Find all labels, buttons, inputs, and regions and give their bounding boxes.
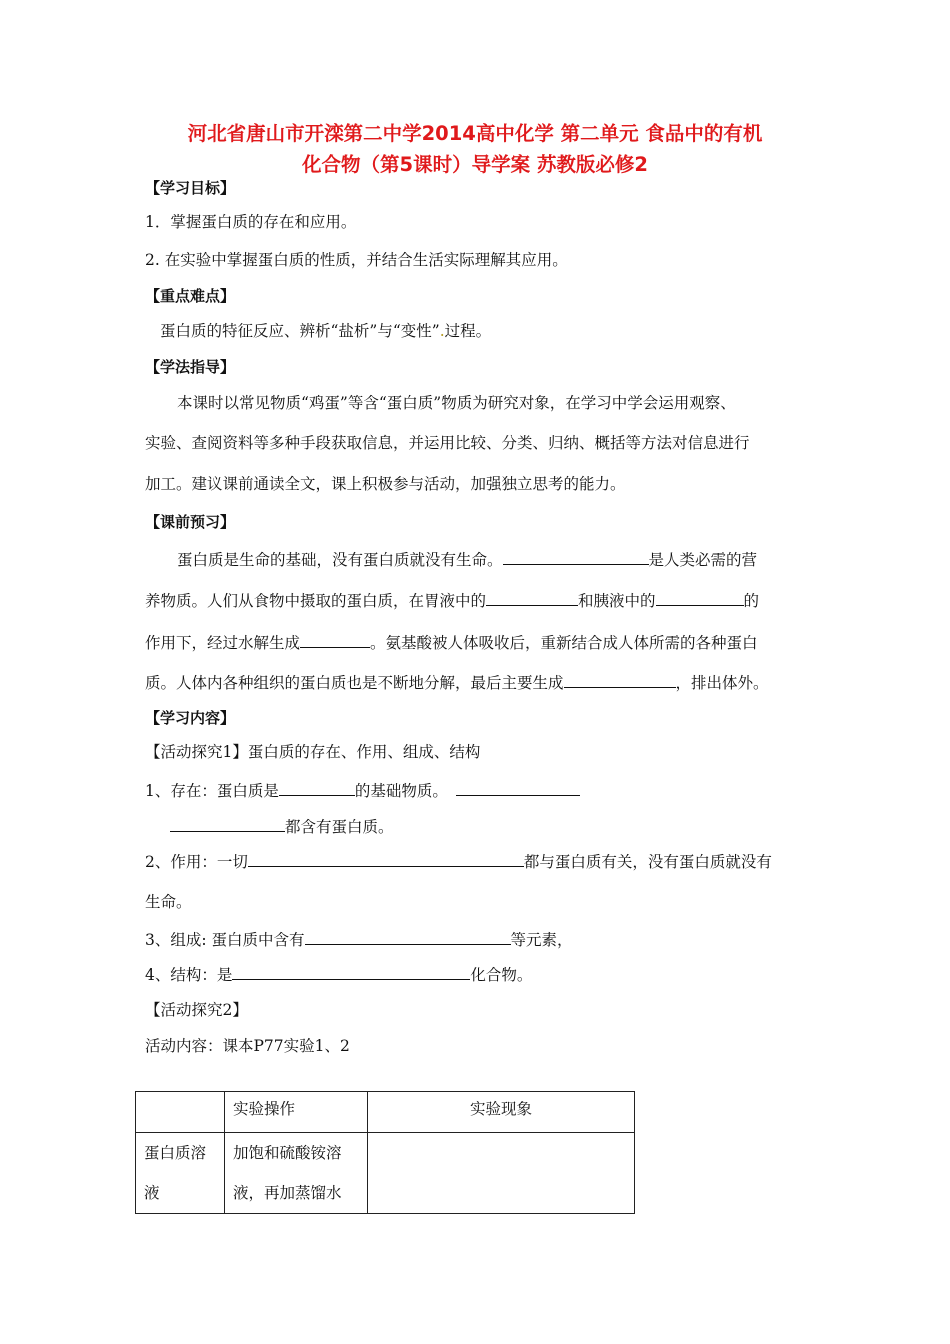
title-line-2: 化合物（第5课时）导学案 苏教版必修2 [302,153,648,176]
objective-2: 2. 在实验中掌握蛋白质的性质，并结合生活实际理解其应用。 [145,251,568,269]
comp-a: 3、组成: 蛋白质中含有 [145,931,305,949]
blank-existence-basis[interactable] [279,779,355,796]
table-row [136,1133,635,1214]
row1-phenomenon-cell[interactable] [368,1133,635,1214]
exist-a: 1、存在：蛋白质是 [145,782,279,800]
preview-2a: 养物质。人们从食物中摄取的蛋白质，在胃液中的 [145,592,487,610]
row1-operation [225,1133,368,1214]
activity-2-content: 活动内容：课本P77实验1、2 [145,1037,350,1055]
struct-a: 4、结构：是 [145,966,233,984]
preview-1b: 是人类必需的营 [648,551,758,569]
struct-b: 化合物。 [470,966,533,984]
blank-essential-nutrient[interactable] [503,548,649,565]
blank-role[interactable] [248,850,524,867]
blank-structure[interactable] [232,963,470,980]
role-line-2: 生命。 [145,893,192,911]
preview-heading: 【课前预习】 [145,513,236,531]
composition-line [145,928,573,951]
header-operation: 实验操作 [225,1092,368,1133]
preview-2c: 的 [743,592,760,610]
method-line-1: 本课时以常见物质“鸡蛋”等含“蛋白质”物质为研究对象，在学习中学会运用观察、 [177,394,736,412]
objective-1: 1．掌握蛋白质的存在和应用。 [145,213,357,231]
method-line-3: 加工。建议课前通读全文，课上积极参与活动，加强独立思考的能力。 [145,475,626,493]
preview-2b: 和胰液中的 [578,592,656,610]
document-title [120,118,830,180]
blank-existence-list-1[interactable] [456,779,580,796]
exist-b: 的基础物质。 [354,782,448,800]
blank-pancreatic-enzyme[interactable] [656,589,744,606]
blank-excretion-product[interactable] [564,671,676,688]
existence-line [145,779,580,802]
row1-sample [136,1133,225,1214]
comp-b: 等元素， [510,931,573,949]
blank-gastric-enzyme[interactable] [486,589,578,606]
row1-sample-a: 蛋白质溶 [144,1144,207,1162]
preview-3a: 作用下，经过水解生成 [145,634,301,652]
key-points-text [160,320,491,342]
method-line-2: 实验、查阅资料等多种手段获取信息，并运用比较、分类、归纳、概括等方法对信息进行 [145,434,750,452]
blank-hydrolysis-product[interactable] [300,631,370,648]
header-phenomenon: 实验现象 [368,1092,635,1133]
existence-line-2 [170,815,394,838]
preview-1a: 蛋白质是生命的基础，没有蛋白质就没有生命。 [177,551,503,569]
role-line [145,850,772,873]
blank-elements[interactable] [305,928,511,945]
exist-c: 都含有蛋白质。 [285,818,394,836]
key-points-text-b: 过程。 [444,322,492,340]
table-header-row [136,1092,635,1133]
preview-line-4 [145,671,769,694]
blank-existence-list-2[interactable] [170,815,285,832]
activity-1-heading: 【活动探究1】蛋白质的存在、作用、组成、结构 [145,743,481,761]
table-corner-cell [136,1092,225,1133]
preview-3b: 。氨基酸被人体吸收后，重新结合成人体所需的各种蛋白 [370,634,758,652]
role-a: 2、作用：一切 [145,853,248,871]
key-points-heading: 【重点难点】 [145,287,236,305]
title-line-1: 河北省唐山市开滦第二中学2014高中化学 第二单元 食品中的有机 [187,122,763,145]
structure-line [145,963,532,986]
preview-4b: ，排出体外。 [675,674,769,692]
content-heading: 【学习内容】 [145,709,236,727]
preview-4a: 质。人体内各种组织的蛋白质也是不断地分解，最后主要生成 [145,674,564,692]
row1-op-a: 加饱和硫酸铵溶 [233,1144,342,1162]
row1-sample-b: 液 [144,1184,160,1202]
method-heading: 【学法指导】 [145,358,236,376]
preview-line-3 [145,631,758,654]
role-b: 都与蛋白质有关，没有蛋白质就没有 [523,853,772,871]
experiment-table [135,1091,635,1214]
preview-line-1 [177,548,757,571]
row1-op-b: 液，再加蒸馏水 [233,1184,342,1202]
preview-line-2 [145,589,759,612]
objectives-heading: 【学习目标】 [145,179,236,197]
key-points-text-a: 蛋白质的特征反应、辨析“盐析”与“变性” [160,322,440,340]
activity-2-heading: 【活动探究2】 [145,1001,248,1019]
key-points-dot: . [439,322,445,340]
